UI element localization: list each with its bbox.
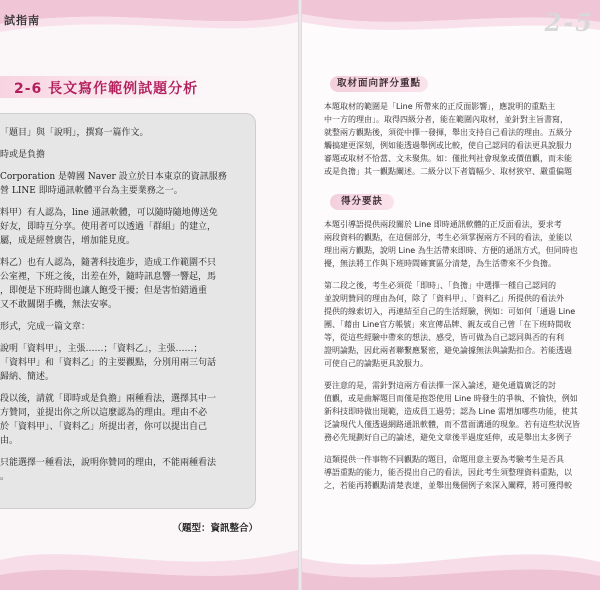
- question-line: ，即便是下班時間也讓人飽受干擾；但是害怕錯過重: [0, 286, 208, 296]
- question-line: 營 LINE 即時通訊軟體平台為主要業務之一。: [0, 186, 183, 196]
- body-line: 要注意的是，需針對這兩方看法擇一深入論述，避免通篇廣泛的討: [324, 381, 556, 390]
- body-line: 等，從這些經驗中帶來的想法、感受，皆可做為自己認同與否的有利: [324, 333, 564, 342]
- body-line: 可使自己的論點更具說服力。: [324, 359, 428, 368]
- paragraph-gap: [324, 444, 600, 453]
- scoring-focus-body: [324, 100, 600, 178]
- line-gap: [0, 448, 250, 456]
- body-line: 導語重點的能力，能否提出自己的看法，因此考生須整理資料重點，以: [324, 468, 572, 477]
- page-number: 2-5: [544, 8, 594, 37]
- question-line: 公室裡，下班之後，出差在外，隨時訊息響一響起，馬: [0, 272, 217, 282]
- body-line: 值觀，或是曲解題目而僅是抱怨使用 Line 時發生的爭執、不愉快，例如: [324, 394, 578, 403]
- body-line: 務必先規劃好自己的論述，避免文章後半過度延伸，或是舉出太多例子: [324, 433, 572, 442]
- left-footer-decoration: [0, 520, 298, 590]
- right-page: [302, 0, 600, 590]
- question-line: 屬，成是經營廣告，增加能見度。: [0, 236, 136, 246]
- question-line: 形式，完成一篇文章：: [0, 322, 91, 332]
- body-line: 觸搞建更深刻，例如能透過舉例或比較，使自己認同的看法更具說服力: [324, 141, 572, 150]
- body-line: 第二段之後，考生必須從「即時」、「負擔」中選擇一種自己認同的: [324, 281, 556, 290]
- question-line: Corporation 是韓國 Naver 設立於日本東京的資訊服務: [0, 172, 227, 182]
- body-line: 之，若能再將觀點清楚表達，並舉出幾個例子來深入闡釋，將可獲得較: [324, 481, 572, 490]
- subhead-scoring-tips: [330, 194, 394, 210]
- body-line: 新科技即時做出規範，造成員工過勞；認為 Line 需增加哪些功能，使其: [324, 407, 578, 416]
- question-line: 段以後，請就「即時或是負擔」兩種看法，選擇其中一: [0, 394, 217, 404]
- question-line: 好友，即時互分享。使用者可以透過「群組」的建立，: [0, 222, 217, 232]
- line-gap: [0, 312, 250, 320]
- question-line: 。: [0, 472, 10, 482]
- body-line: 兩段資料的觀點，在這個部分，考生必須掌握兩方不同的看法，並能以: [324, 233, 572, 242]
- question-line: 由。: [0, 436, 19, 446]
- question-line: 「題目」與「說明」，撰寫一篇作文。: [0, 128, 149, 138]
- subhead-scoring-focus: [330, 76, 428, 92]
- question-line: 料乙）也有人認為，隨著科技進步，造成工作範圍不只: [0, 258, 217, 268]
- question-line: 「資料甲」和「資料乙」的主要觀點，分別用兩三句話: [0, 358, 217, 368]
- body-line: 並說明贊同的理由為何，除了「資料甲」、「資料乙」所提供的看法外: [324, 294, 564, 303]
- question-line: 方贊同，並提出你之所以這麼認為的理由。理由不必: [0, 408, 208, 418]
- body-line: 本題取材的範圍是「Line 所帶來的正反面影響」，應說明的重點主: [324, 102, 556, 111]
- running-head: 試指南: [4, 14, 40, 27]
- question-line: 說明「資料甲」，主張……；「資料乙」，主張……；: [0, 344, 203, 354]
- line-gap: [0, 140, 250, 148]
- question-type-tag: （題型：資訊整合）: [172, 523, 258, 534]
- paragraph-gap: [324, 270, 600, 279]
- question-line: 又不敢關閉手機，無法安寧。: [0, 300, 118, 310]
- line-gap: [0, 162, 250, 170]
- question-line: 料甲）有人認為，line 通訊軟體，可以隨時隨地傳送免: [0, 208, 218, 218]
- body-line: 團、「藉由 Line官方帳號」來宣傳品牌、親友或自己曾「在下班時間收: [324, 320, 572, 329]
- question-line: 於「資料甲」、「資料乙」所提出者，你可以提出自己: [0, 422, 208, 432]
- left-page: [0, 0, 298, 590]
- body-line: 這類提供一件事物不同觀點的題目，命題用意主要為考驗考生是否具: [324, 455, 564, 464]
- section-title: [0, 76, 210, 98]
- left-header-decoration: [0, 0, 298, 46]
- body-line: 證明論點，因此兩者聯繫應緊密，避免論據無法與論點扣合。若能透過: [324, 346, 572, 355]
- right-footer-decoration: [302, 520, 600, 590]
- line-gap: [0, 384, 250, 392]
- scoring-tips-body: [324, 218, 600, 492]
- body-line: 擾，無法將工作與下班時間確實區分清楚，為生活帶來不少負擔。: [324, 259, 556, 268]
- question-text: [0, 126, 250, 484]
- question-line: 歸納、簡述。: [0, 372, 55, 382]
- question-line: 只能選擇一種看法，說明你贊同的理由，不能兩種看法: [0, 458, 217, 468]
- body-line: 中一方的理由」。取得四級分者，能在範圍內取材，並針對主旨書寫，: [324, 115, 568, 124]
- section-title-text: 2-6 長文寫作範例試題分析: [14, 81, 199, 97]
- line-gap: [0, 334, 250, 342]
- body-line: 泛論現代人僅透過網路通訊軟體，而不當面溝通的現象。若有這些狀況皆: [324, 420, 580, 429]
- question-line: 時或是負擔: [0, 150, 46, 160]
- body-line: 提供的線索切入，再連結至自己的生活經驗，例如：可如何「通過 Line: [324, 307, 576, 316]
- line-gap: [0, 198, 250, 206]
- subhead-scoring-tips-text: 得分要訣: [340, 196, 383, 207]
- body-line: 就整兩方觀點後，須從中擇一發揮，舉出支持自己看法的理由。五級分: [324, 128, 572, 137]
- subhead-scoring-focus-text: 取材面向評分重點: [336, 78, 421, 89]
- body-line: 或是負擔」其一觀點闡述。二級分以下者篇幅少、取材狹窄、嚴重偏題: [324, 167, 572, 176]
- line-gap: [0, 248, 250, 256]
- body-line: 理出兩方觀點，說明 Line 為生活帶來即時、方便的通訊方式，但同時也: [324, 246, 578, 255]
- body-line: 本題引導語提供兩段關於 Line 即時通訊軟體的正反面看法，要求考: [324, 220, 562, 229]
- paragraph-gap: [324, 370, 600, 379]
- body-line: 審題或取材不恰當、文未聚焦。如：僅批判社會現象或價值觀，而未能: [324, 154, 572, 163]
